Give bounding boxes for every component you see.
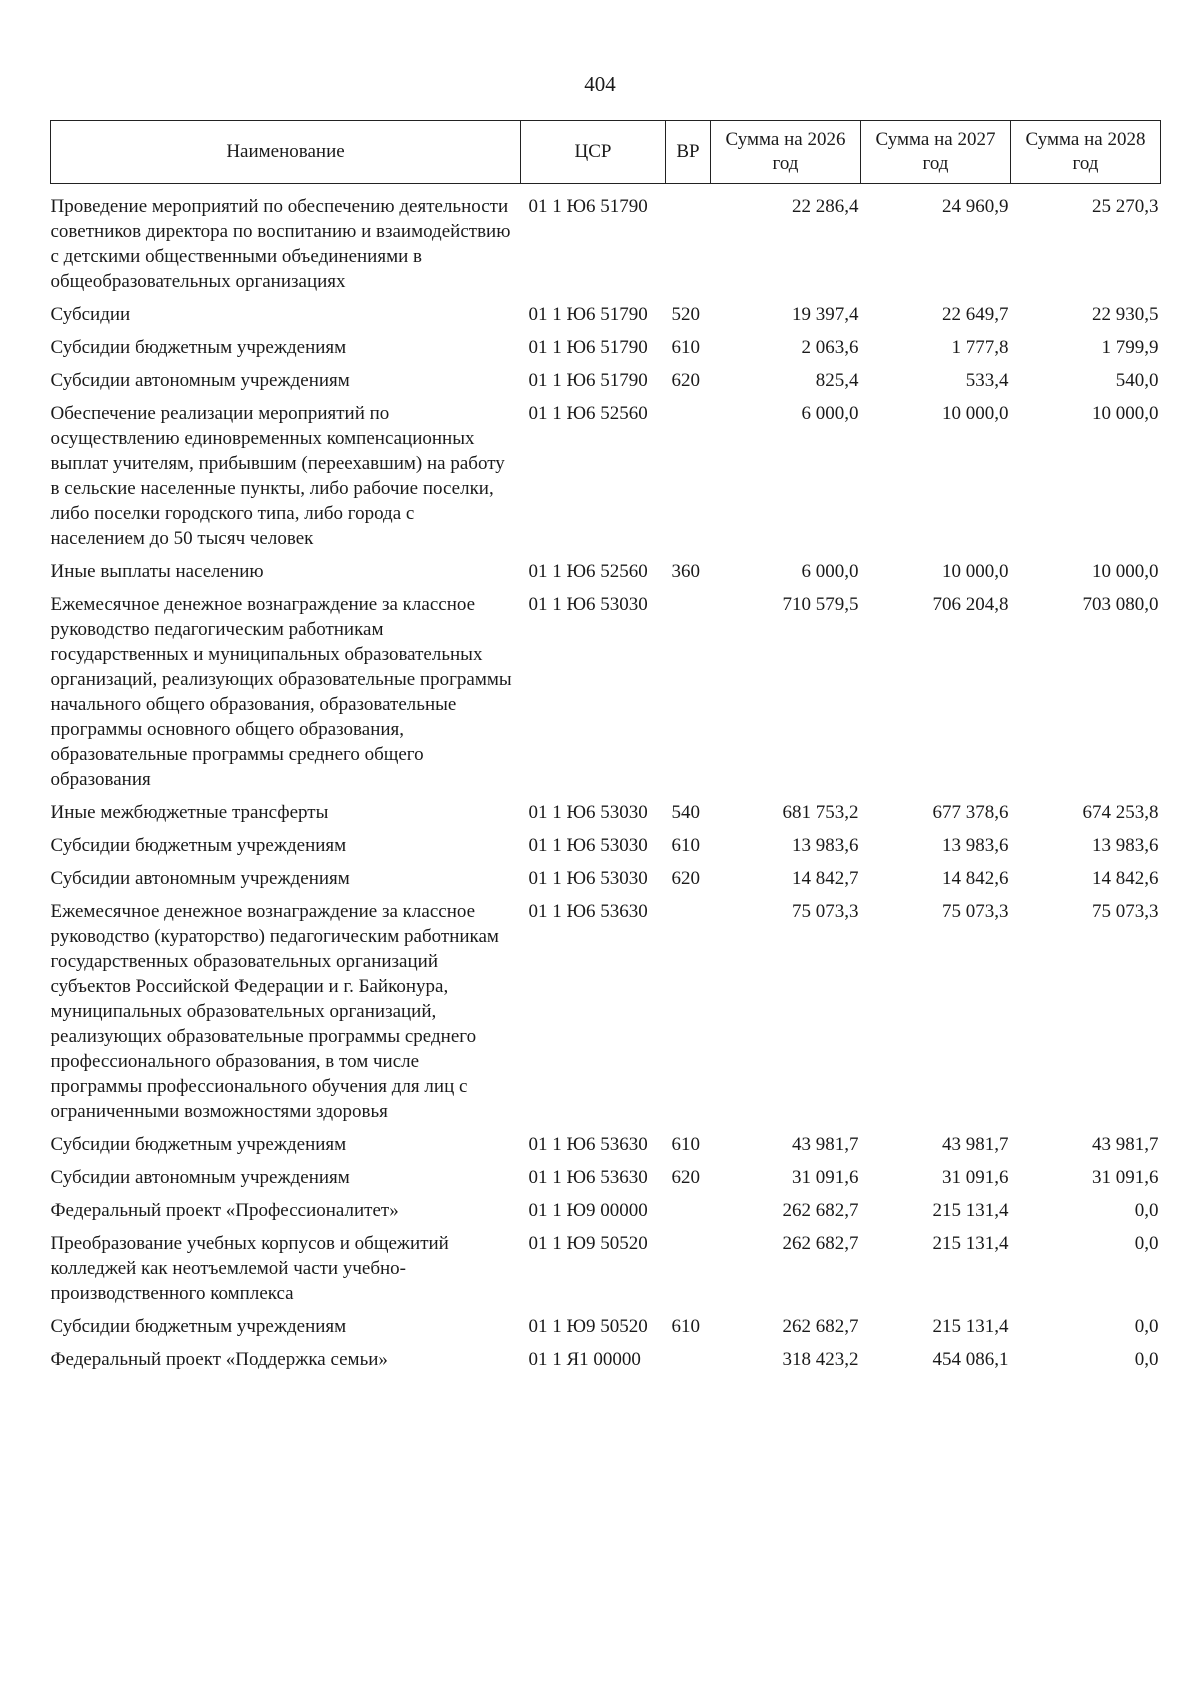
cell-sum-2026: 75 073,3 [792,901,859,922]
cell-sum-2028: 674 253,8 [1082,802,1159,823]
cell-sum-2028: 25 270,3 [1092,196,1159,217]
cell-sum-2028: 0,0 [1134,1200,1159,1221]
cell-sum-2026: 14 842,7 [792,868,859,889]
cell-sum-2028: 22 930,5 [1092,304,1159,325]
header-sum-2028: Сумма на 2028 год [1011,121,1161,184]
cell-csr: 01 1 Ю6 52560 [528,561,648,582]
cell-sum-2027: 1 777,8 [951,337,1009,358]
cell-csr: 01 1 Ю6 53630 [528,1134,648,1155]
cell-sum-2027: 215 131,4 [932,1316,1009,1337]
cell-name: Субсидии бюджетным учреждениям [50,835,347,856]
cell-vr [666,895,711,1128]
cell-csr: 01 1 Ю6 51790 [528,370,648,391]
cell-name: Федеральный проект «Поддержка семьи» [50,1349,388,1370]
cell-vr: 620 [671,868,700,889]
cell-sum-2027: 10 000,0 [942,561,1009,582]
cell-sum-2026: 262 682,7 [782,1200,859,1221]
cell-csr: 01 1 Ю6 53030 [528,868,648,889]
cell-sum-2027: 677 378,6 [932,802,1009,823]
cell-csr: 01 1 Ю6 53630 [528,1167,648,1188]
cell-vr: 360 [671,561,700,582]
header-sum-2026: Сумма на 2026 год [711,121,861,184]
cell-sum-2026: 710 579,5 [782,594,859,615]
cell-csr: 01 1 Ю6 53630 [528,901,648,922]
cell-sum-2028: 0,0 [1134,1316,1159,1337]
cell-vr: 620 [671,370,700,391]
budget-table [50,120,1161,1376]
cell-csr: 01 1 Ю6 52560 [528,403,648,424]
table-row [51,364,1161,397]
cell-name: Субсидии бюджетным учреждениям [50,1316,347,1337]
cell-vr [666,588,711,796]
table-row [51,555,1161,588]
cell-vr: 520 [671,304,700,325]
table-row [51,184,1161,299]
header-csr: ЦСР [521,121,666,184]
cell-name: Иные выплаты населению [50,561,264,582]
cell-sum-2027: 10 000,0 [942,403,1009,424]
table-body [51,184,1161,1377]
table-row [51,1343,1161,1376]
table-row [51,331,1161,364]
cell-csr: 01 1 Ю9 00000 [528,1200,648,1221]
cell-csr: 01 1 Ю6 51790 [528,196,648,217]
table-row [51,1128,1161,1161]
cell-sum-2026: 22 286,4 [792,196,859,217]
table-row [51,796,1161,829]
cell-csr: 01 1 Ю6 53030 [528,802,648,823]
cell-name: Иные межбюджетные трансферты [50,802,329,823]
cell-name: Субсидии автономным учреждениям [50,1167,350,1188]
cell-csr: 01 1 Ю9 50520 [528,1233,648,1254]
cell-csr: 01 1 Я1 00000 [528,1349,641,1370]
cell-name: Ежемесячное денежное вознаграждение за классное руководство педагогическим работникам государственных и муниципальных образовательных организаций, реализующих образовательные программы начального общего образования, образовательные программы основного общего образования, образовательные программы среднего общего образования [50,594,512,790]
cell-sum-2027: 706 204,8 [932,594,1009,615]
cell-vr [666,1343,711,1376]
page-number: 404 [584,72,616,96]
table-row [51,1194,1161,1227]
cell-csr: 01 1 Ю6 53030 [528,835,648,856]
cell-vr: 610 [671,835,700,856]
cell-sum-2027: 533,4 [965,370,1009,391]
cell-sum-2027: 215 131,4 [932,1233,1009,1254]
cell-vr [666,397,711,555]
cell-name: Проведение мероприятий по обеспечению деятельности советников директора по воспитанию и взаимодействию с детскими общественными объединениями в общеобразовательных организациях [50,196,511,292]
cell-sum-2028: 1 799,9 [1101,337,1159,358]
cell-csr: 01 1 Ю6 53030 [528,594,648,615]
table-header-row [51,121,1161,184]
table-row [51,829,1161,862]
cell-sum-2026: 6 000,0 [801,403,859,424]
cell-vr: 610 [671,1316,700,1337]
cell-sum-2026: 43 981,7 [792,1134,859,1155]
header-name: Наименование [51,121,521,184]
cell-vr: 620 [671,1167,700,1188]
table-row [51,895,1161,1128]
cell-sum-2028: 14 842,6 [1092,868,1159,889]
table-row [51,588,1161,796]
cell-sum-2026: 825,4 [815,370,859,391]
cell-sum-2026: 31 091,6 [792,1167,859,1188]
cell-sum-2028: 703 080,0 [1082,594,1159,615]
cell-sum-2028: 13 983,6 [1092,835,1159,856]
cell-sum-2026: 318 423,2 [782,1349,859,1370]
cell-sum-2026: 262 682,7 [782,1316,859,1337]
table-row [51,1227,1161,1310]
cell-sum-2026: 6 000,0 [801,561,859,582]
cell-sum-2027: 22 649,7 [942,304,1009,325]
table-row [51,1161,1161,1194]
table-row [51,397,1161,555]
cell-sum-2028: 0,0 [1134,1233,1159,1254]
cell-name: Федеральный проект «Профессионалитет» [50,1200,399,1221]
table-row [51,1310,1161,1343]
header-vr: ВР [666,121,711,184]
header-sum-2027: Сумма на 2027 год [861,121,1011,184]
cell-sum-2028: 10 000,0 [1092,561,1159,582]
cell-sum-2026: 2 063,6 [801,337,859,358]
cell-vr: 540 [671,802,700,823]
cell-sum-2027: 454 086,1 [932,1349,1009,1370]
cell-sum-2026: 19 397,4 [792,304,859,325]
cell-name: Субсидии автономным учреждениям [50,868,350,889]
cell-vr [666,184,711,299]
cell-name: Субсидии бюджетным учреждениям [50,337,347,358]
cell-csr: 01 1 Ю6 51790 [528,337,648,358]
cell-name: Преобразование учебных корпусов и общежитий колледжей как неотъемлемой части учебно-производственного комплекса [50,1233,449,1304]
cell-sum-2027: 24 960,9 [942,196,1009,217]
cell-sum-2027: 43 981,7 [942,1134,1009,1155]
cell-vr: 610 [671,1134,700,1155]
cell-sum-2027: 13 983,6 [942,835,1009,856]
cell-sum-2028: 540,0 [1115,370,1159,391]
cell-name: Обеспечение реализации мероприятий по осуществлению единовременных компенсационных выплат учителям, прибывшим (переехавшим) на работу в сельские населенные пункты, либо рабочие поселки, либо поселки городского типа, либо города с населением до 50 тысяч человек [50,403,505,549]
cell-name: Субсидии автономным учреждениям [50,370,350,391]
cell-sum-2028: 75 073,3 [1092,901,1159,922]
cell-sum-2028: 0,0 [1134,1349,1159,1370]
cell-sum-2026: 681 753,2 [782,802,859,823]
cell-vr [666,1194,711,1227]
cell-sum-2027: 215 131,4 [932,1200,1009,1221]
cell-csr: 01 1 Ю9 50520 [528,1316,648,1337]
cell-vr [666,1227,711,1310]
cell-csr: 01 1 Ю6 51790 [528,304,648,325]
cell-name: Субсидии [50,304,131,325]
cell-sum-2028: 31 091,6 [1092,1167,1159,1188]
table-row [51,298,1161,331]
cell-name: Субсидии бюджетным учреждениям [50,1134,347,1155]
cell-name: Ежемесячное денежное вознаграждение за классное руководство (кураторство) педагогическим работникам государственных образовательных организаций субъектов Российской Федерации и г. Байконура, муниципальных образовательных организаций, реализующих образовательные программы среднего профессионального образования, в том числе программы профессионального обучения для лиц с ограниченными возможностями здоровья [50,901,499,1122]
cell-vr: 610 [671,337,700,358]
cell-sum-2028: 10 000,0 [1092,403,1159,424]
cell-sum-2028: 43 981,7 [1092,1134,1159,1155]
cell-sum-2027: 14 842,6 [942,868,1009,889]
table-row [51,862,1161,895]
cell-sum-2026: 262 682,7 [782,1233,859,1254]
cell-sum-2027: 31 091,6 [942,1167,1009,1188]
cell-sum-2026: 13 983,6 [792,835,859,856]
cell-sum-2027: 75 073,3 [942,901,1009,922]
